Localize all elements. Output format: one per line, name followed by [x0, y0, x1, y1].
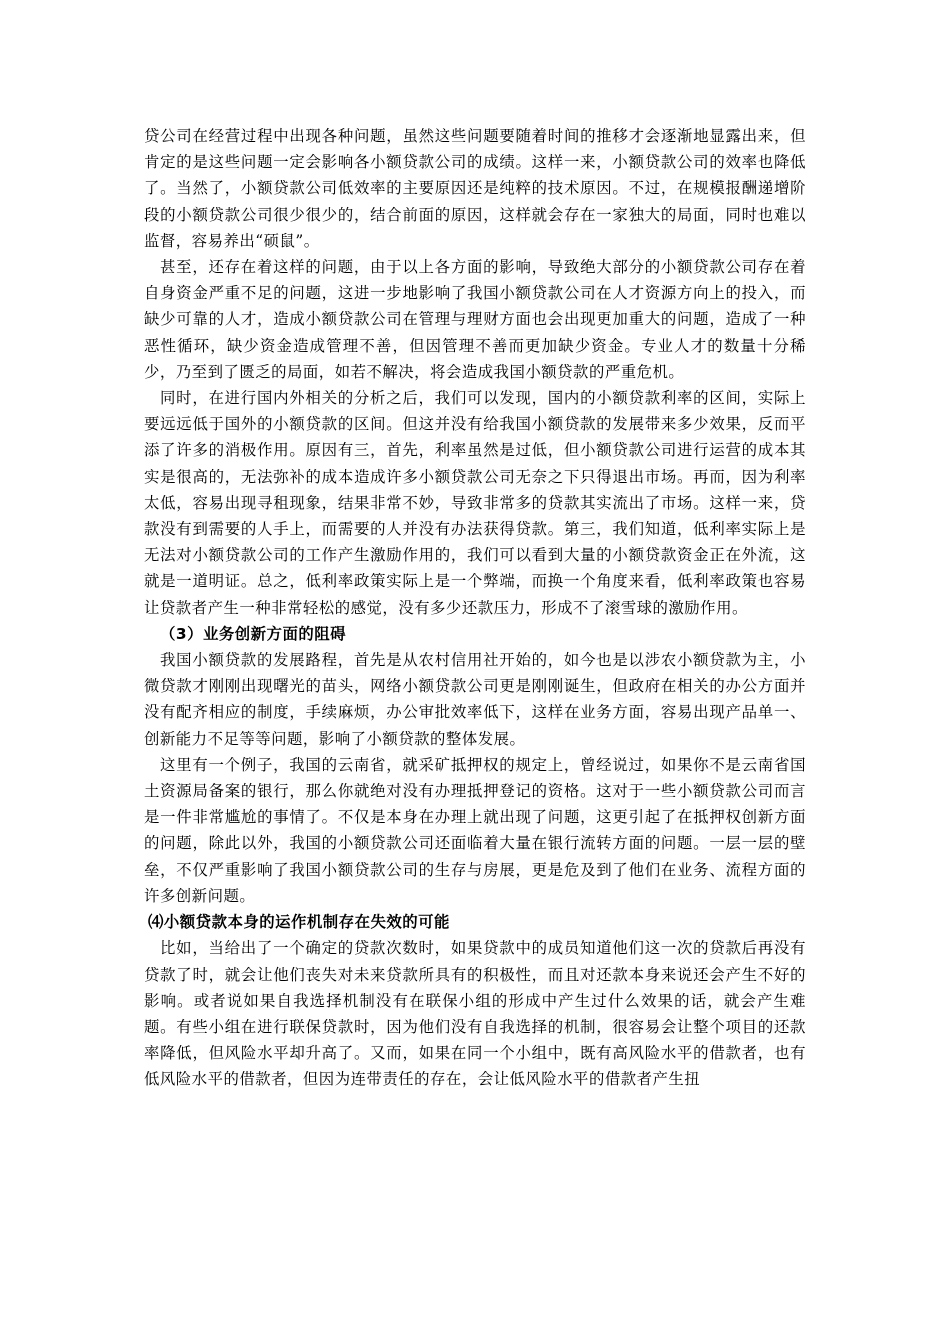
section-heading-business-innovation: （3）业务创新方面的阻碍 — [160, 624, 347, 643]
paragraph-capital-shortage: 甚至，还存在着这样的问题，由于以上各方面的影响，导致绝大部分的小额贷款公司存在着自身资金严重不足的问题，这进一步地影响了我国小额贷款公司在人才资源方向上的投入，而缺少可靠的人才，造成小额贷款公司在管理与理财方面也会出现更加重大的问题，造成了一种恶性循环，缺少资金造成管理不善，但因管理不善而更加缺少资金。专业人才的数量十分稀少，乃至到了匮乏的局面，如若不解决，将会造成我国小额贷款的严重危机。 — [144, 258, 806, 381]
section-heading-operating-mechanism: ⑷小额贷款本身的运作机制存在失效的可能 — [148, 913, 450, 932]
paragraph-development-path: 我国小额贷款的发展路程，首先是从农村信用社开始的，如今也是以涉农小额贷款为主，小微贷款才刚刚出现曙光的苗头，网络小额贷款公司更是刚刚诞生，但政府在相关的办公方面并没有配齐相应的制度，手续麻烦，办公审批效率低下，这样在业务方面，容易出现产品单一、创新能力不足等等问题，影响了小额贷款的整体发展。 — [144, 651, 806, 748]
paragraph-interest-rate: 同时，在进行国内外相关的分析之后，我们可以发现，国内的小额贷款利率的区间，实际上要远远低于国外的小额贷款的区间。但这并没有给我国小额贷款的发展带来多少效果，反而平添了许多的消极作用。原因有三，首先，利率虽然是过低，但小额贷款公司进行运营的成本其实是很高的，无法弥补的成本造成许多小额贷款公司无奈之下只得退出市场。再而，因为利率太低，容易出现寻租现象，结果非常不妙，导致非常多的贷款其实流出了市场。这样一来，贷款没有到需要的人手上，而需要的人并没有办法获得贷款。第三，我们知道，低利率实际上是无法对小额贷款公司的工作产生激励作用的，我们可以看到大量的小额贷款资金正在外流，这就是一道明证。总之，低利率政策实际上是一个弊端，而换一个角度来看，低利率政策也容易让贷款者产生一种非常轻松的感觉，没有多少还款压力，形成不了滚雪球的激励作用。 — [144, 389, 806, 617]
document-page — [144, 123, 806, 1093]
paragraph-continued: 贷公司在经营过程中出现各种问题，虽然这些问题要随着时间的推移才会逐渐地显露出来，但肯定的是这些问题一定会影响各小额贷款公司的成绩。这样一来，小额贷款公司的效率也降低了。当然了，小额贷款公司低效率的主要原因还是纯粹的技术原因。不过，在规模报酬递增阶段的小额贷款公司很少很少的，结合前面的原因，这样就会存在一家独大的局面，同时也难以监督，容易养出“硕鼠”。 — [144, 127, 806, 250]
paragraph-yunnan-example: 这里有一个例子，我国的云南省，就采矿抵押权的规定上，曾经说过，如果你不是云南省国土资源局备案的银行，那么你就绝对没有办理抵押登记的资格。这对于一些小额贷款公司而言是一件非常尴尬的事情了。不仅是本身在办理上就出现了问题，这更引起了在抵押权创新方面的问题，除此以外，我国的小额贷款公司还面临着大量在银行流转方面的问题。一层一层的壁垒，不仅严重影响了我国小额贷款公司的生存与房展，更是危及到了他们在业务、流程方面的许多创新问题。 — [144, 755, 806, 905]
paragraph-loan-count: 比如，当给出了一个确定的贷款次数时，如果贷款中的成员知道他们这一次的贷款后再没有贷款了时，就会让他们丧失对未来贷款所具有的积极性，而且对还款本身来说还会产生不好的影响。或者说如果自我选择机制没有在联保小组的形成中产生过什么效果的话，就会产生难题。有些小组在进行联保贷款时，因为他们没有自我选择的机制，很容易会让整个项目的还款率降低，但风险水平却升高了。又而，如果在同一个小组中，既有高风险水平的借款者，也有低风险水平的借款者，但因为连带责任的存在，会让低风险水平的借款者产生扭 — [144, 939, 806, 1089]
